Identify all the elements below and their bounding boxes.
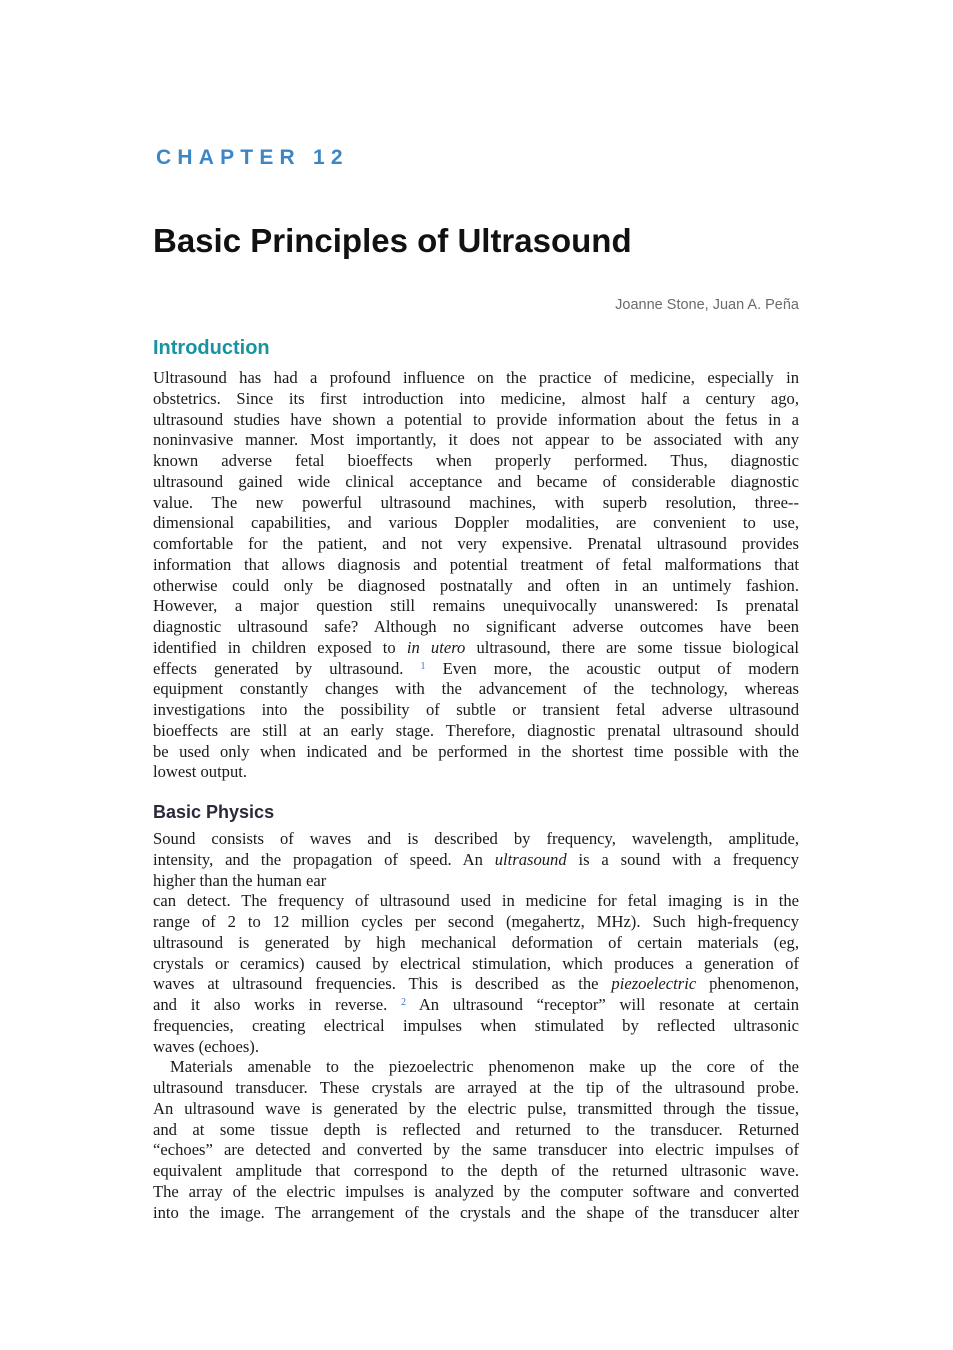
text-line: equipment constantly changes with the advancement of the technology, whereas (153, 679, 799, 699)
text-line (153, 850, 799, 871)
text-line: diagnostic ultrasound safe? Although no significant adverse outcomes have been (153, 617, 799, 636)
text-line: Ultrasound has had a profound influence on the practice of medicine, especially in (153, 368, 799, 387)
text-line: lowest output. (153, 762, 248, 782)
basic-physics-heading: Basic Physics (153, 802, 275, 822)
text-line (153, 638, 799, 659)
text-line: dimensional capabilities, and various Doppler modalities, are convenient to use, (153, 513, 799, 533)
italic-term: in utero (406, 637, 466, 657)
text-line: can detect. The frequency of ultrasound used in medicine for fetal imaging is in the (153, 891, 799, 911)
text-fragment: intensity, and the propagation of speed. An (153, 849, 495, 869)
text-line: into the image. The arrangement of the crystals and the shape of the transducer alter (153, 1202, 799, 1222)
reference-link[interactable]: 2 (400, 997, 406, 1008)
text-line: ultrasound gained wide clinical acceptance and became of considerable diagnostic (153, 471, 799, 491)
text-line: The array of the electric impulses is analyzed by the computer software and converted (153, 1181, 799, 1201)
text-fragment: identified in children exposed to (153, 637, 407, 657)
text-line: investigations into the possibility of subtle or transient fetal adverse ultrasound (153, 700, 799, 719)
text-line: higher than the human ear (153, 870, 327, 890)
text-line: bioeffects are still at an early stage. Therefore, diagnostic prenatal ultrasound should (153, 720, 799, 740)
text-line: obstetrics. Since its first introduction into medicine, almost half a century ago, (153, 388, 799, 408)
text-line: value. The new powerful ultrasound machines, with superb resolution, three-- (153, 492, 799, 512)
chapter-title: Basic Principles of Ultrasound (153, 222, 632, 259)
text-fragment: phenomenon, (696, 974, 799, 994)
chapter-authors: Joanne Stone, Juan A. Peña (615, 297, 799, 313)
text-line (153, 659, 799, 680)
text-fragment: is a sound with a frequency (566, 849, 799, 869)
text-line: known adverse fetal bioeffects when properly performed. Thus, diagnostic (153, 451, 799, 470)
text-line: otherwise could only be diagnosed postnatally and often in an untimely fashion. (153, 575, 799, 595)
text-fragment: effects generated by ultrasound. (153, 658, 421, 678)
text-line: waves (echoes). (153, 1036, 259, 1056)
reference-link[interactable]: 1 (420, 660, 426, 672)
text-line: However, a major question still remains unequivocally unanswered: Is prenatal (153, 596, 799, 616)
text-line: frequencies, creating electrical impulses when stimulated by reflected ultrasonic (153, 1015, 799, 1035)
text-line (153, 974, 799, 995)
text-line: crystals or ceramics) caused by electrical stimulation, which produces a generation of (153, 953, 799, 973)
text-line (153, 995, 799, 1016)
text-line: equivalent amplitude that correspond to the depth of the returned ultrasonic wave. (153, 1161, 799, 1180)
italic-term: ultrasound (494, 849, 567, 869)
text-fragment: ultrasound, there are some tissue biological (465, 637, 800, 657)
text-line: be used only when indicated and be performed in the shortest time possible with the (153, 741, 799, 761)
text-fragment: Even more, the acoustic output of modern (425, 658, 800, 678)
text-line: Materials amenable to the piezoelectric phenomenon make up the core of the (170, 1057, 799, 1077)
chapter-number: CHAPTER 12 (156, 146, 349, 169)
basic-physics-paragraph (153, 829, 799, 1223)
text-fragment: waves at ultrasound frequencies. This is described as the (153, 974, 612, 994)
text-fragment: and it also works in reverse. (153, 995, 401, 1014)
text-line: noninvasive manner. Most importantly, it does not appear to be associated with any (153, 430, 799, 450)
text-line: range of 2 to 12 million cycles per second (megahertz, MHz). Such high-frequency (153, 912, 799, 931)
text-line: and at some tissue depth is reflected and returned to the transducer. Returned (153, 1119, 799, 1139)
italic-term: piezoelectric (611, 974, 697, 994)
text-line: An ultrasound wave is generated by the electric pulse, transmitted through the tissue, (153, 1098, 799, 1118)
text-line: ultrasound studies have shown a potential to provide information about the fetus in a (153, 409, 799, 429)
text-line: information that allows diagnosis and potential treatment of fetal malformations that (153, 554, 799, 574)
text-line: “echoes” are detected and converted by the same transducer into electric impulses of (153, 1140, 799, 1160)
text-line: ultrasound is generated by high mechanical deformation of certain materials (eg, (153, 932, 799, 952)
text-line: comfortable for the patient, and not very expensive. Prenatal ultrasound provides (153, 534, 799, 553)
text-fragment: An ultrasound “receptor” will resonate at certain (405, 995, 799, 1014)
introduction-heading: Introduction (153, 337, 270, 359)
text-line: Sound consists of waves and is described by frequency, wavelength, amplitude, (153, 829, 799, 848)
introduction-paragraph (153, 368, 799, 783)
text-line: ultrasound transducer. These crystals are arrayed at the tip of the ultrasound probe. (153, 1078, 799, 1097)
